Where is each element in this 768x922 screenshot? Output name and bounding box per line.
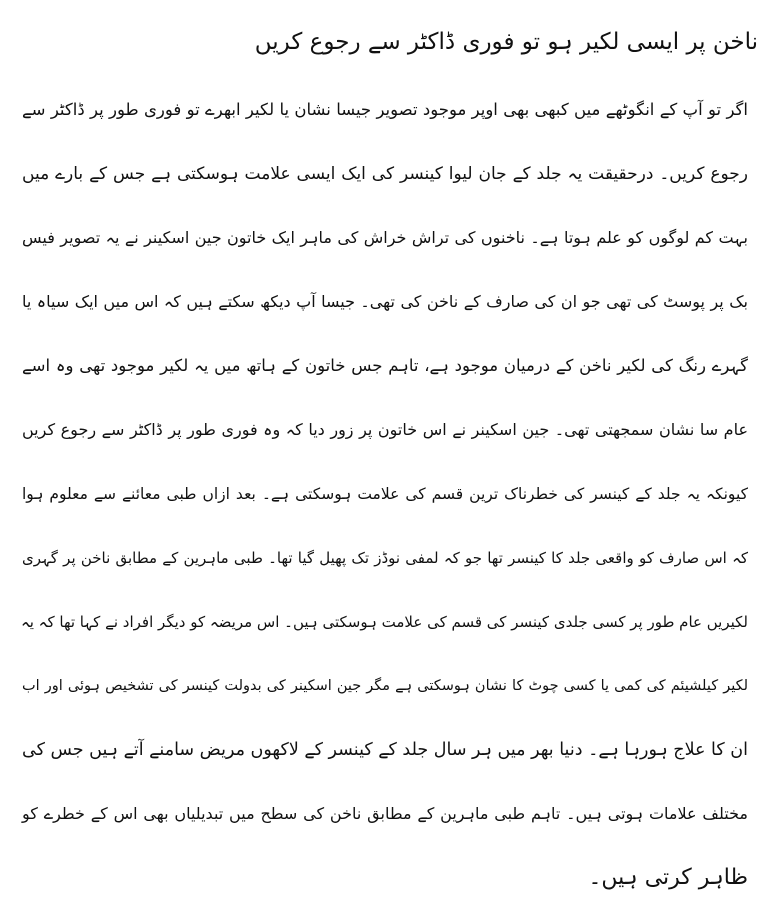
article-line: رجوع کریں۔ درحقیقت یہ جلد کے جان لیوا کینسر کی ایک ایسی علامت ہوسکتی ہے جس کے بارے میں <box>22 164 748 184</box>
article-line: ظاہر کرتی ہیں۔ <box>588 865 748 890</box>
article-line: کہ اس صارف کو واقعی جلد کا کینسر تھا جو کہ لمفی نوڈز تک پھیل گیا تھا۔ طبی ماہرین کے مطابق ناخن پر گہری <box>22 549 748 567</box>
article-line: اگر تو آپ کے انگوٹھے میں کبھی بھی اوپر موجود تصویر جیسا نشان یا لکیر ابھرے تو فوری طور پر ڈاکٹر سے <box>22 100 748 119</box>
article-line: عام سا نشان سمجھتی تھی۔ جین اسکینر نے اس خاتون پر زور دیا کہ وہ فوری طور پر ڈاکٹر سے رجوع کریں <box>22 420 748 439</box>
article-line: مختلف علامات ہوتی ہیں۔ تاہم طبی ماہرین کے مطابق ناخن کی سطح میں تبدیلیاں بھی اس کے خطرے کو <box>22 804 748 823</box>
article-line: گہرے رنگ کی لکیر ناخن کے درمیان موجود ہے، تاہم جس خاتون کے ہاتھ میں یہ لکیر موجود تھی وہ اسے <box>22 356 748 375</box>
article-body <box>22 90 748 922</box>
article-line: بک پر پوسٹ کی تھی جو ان کی صارف کے ناخن کی تھی۔ جیسا آپ دیکھ سکتے ہیں کہ اس میں ایک سیاہ یا <box>22 292 748 311</box>
article-line: کیونکہ یہ جلد کے کینسر کی خطرناک ترین قسم کی علامت ہوسکتی ہے۔ بعد ازاں طبی معائنے سے معلوم ہوا <box>22 485 748 503</box>
article-line: ان کا علاج ہورہا ہے۔ دنیا بھر میں ہر سال جلد کے کینسر کے لاکھوں مریض سامنے آتے ہیں جس کی <box>22 740 748 760</box>
article-line: بہت کم لوگوں کو علم ہوتا ہے۔ ناخنوں کی تراش خراش کی ماہر ایک خاتون جین اسکینر نے یہ تصویر فیس <box>22 228 748 247</box>
article-headline: ناخن پر ایسی لکیر ہو تو فوری ڈاکٹر سے رجوع کریں <box>254 29 758 55</box>
article-line: لکیریں عام طور پر کسی جلدی کینسر کی قسم کی علامت ہوسکتی ہیں۔ اس مریضہ کو دیگر افراد نے کہا تھا کہ یہ <box>20 613 748 631</box>
article-line: لکیر کیلشیئم کی کمی یا کسی چوٹ کا نشان ہوسکتی ہے مگر جین اسکینر کی بدولت کینسر کی تشخیص ہوئی اور اب <box>22 678 748 694</box>
